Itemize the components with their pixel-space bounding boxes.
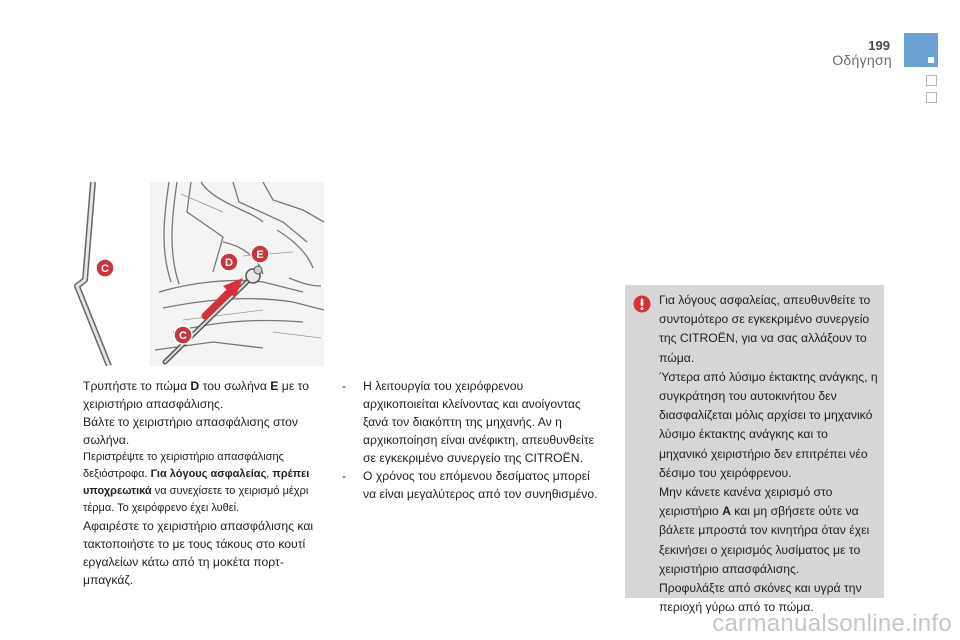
dash-marker: - — [342, 379, 347, 393]
section-tab-outline-1 — [926, 75, 937, 86]
illustration-drawing — [63, 182, 324, 366]
callout-e: E — [256, 249, 264, 261]
ref-d: D — [190, 379, 200, 393]
illustration-emergency-release — [63, 182, 324, 366]
left-column-instructions — [60, 377, 325, 589]
text: με το χειριστήριο απασφάλισης. — [83, 379, 310, 411]
text: Ο χρόνος του επόμενου δεσίματος μπορεί να είναι μεγαλύτερος από τον συνηθισμένο. — [363, 469, 598, 501]
note-initialisation — [340, 377, 602, 467]
page-number: 199 — [868, 38, 890, 53]
warning-text — [659, 291, 879, 617]
note-next-apply-time — [340, 467, 602, 503]
text: Μην κάνετε κανένα χειρισμό στο χειριστήριο — [659, 485, 833, 519]
warning-paragraph-replace-cap: Για λόγους ασφαλείας, απευθυνθείτε το συντομότερο σε εγκεκριμένο συνεργείο της CITROËN, για να σας αλλάξουν το πώμα. — [659, 293, 871, 365]
instruction-pierce-cap — [60, 377, 325, 413]
warning-paragraph-protect: Προφυλάξτε από σκόνες και υγρά την περιοχή γύρω από το πώμα. — [659, 581, 862, 615]
text: , — [266, 468, 273, 480]
text: να συνεχίσετε το χειρισμό μέχρι τέρμα. Το χειρόφρενο έχει λυθεί. — [83, 485, 309, 514]
text: και μη σβήσετε ούτε να βάλετε μπροστά τον κινητήρα όταν έχει ξεκινήσει ο χειρισμός λυσίματος με το χειριστήριο απασφάλισης. — [659, 504, 870, 576]
ref-a: A — [722, 504, 731, 519]
text: Αφαιρέστε το χειριστήριο απασφάλισης και τακτοποιήστε το με τους τάκους στο κουτί εργαλείων κάτω από τη μοκέτα πορτ-μπαγκάζ. — [83, 519, 314, 587]
section-tab-marker — [904, 33, 938, 67]
section-title: Οδήγηση — [832, 52, 892, 68]
callout-c-upper: C — [101, 263, 109, 275]
text: Η λειτουργία του χειρόφρενου αρχικοποιείται κλείνοντας και ανοίγοντας ξανά τον διακόπτη της μηχανής. Αν η αρχικοποίηση είναι ανέφικτη, απευθυνθείτε σε εγκεκριμένο συνεργείο της CITROËN. — [363, 379, 595, 465]
text: Βάλτε το χειριστήριο απασφάλισης στον σωλήνα. — [83, 415, 299, 447]
watermark: carmanualsonline.info — [712, 610, 952, 637]
emphasis: πρέπει υποχρεωτικά — [83, 468, 310, 497]
instruction-remove-tool — [60, 517, 325, 589]
text: Περιστρέψτε το χειριστήριο απασφάλισης δεξιόστροφα. — [83, 451, 284, 480]
text: του σωλήνα — [199, 379, 271, 393]
tab-square — [928, 57, 934, 63]
ref-e: E — [270, 379, 279, 393]
warning-paragraph-holding: Ύστερα από λύσιμο έκτακτης ανάγκης, η συγκράτηση του αυτοκινήτου δεν διασφαλίζεται μόλις αρχίσει το μηχανικό λύσιμο έκτακτης ανάγκης και το μηχανικό χειριστήριο δεν επιτρέπει νέο δέσιμο του χειρόφρενου. — [659, 369, 878, 480]
emphasis: Για λόγους ασφαλείας — [150, 468, 267, 480]
warning-paragraph-do-not-operate — [659, 483, 879, 579]
callout-c-lower: C — [179, 330, 187, 342]
instruction-insert-tool — [60, 413, 325, 449]
exclamation-warning-icon — [633, 295, 651, 313]
section-tab-outline-2 — [926, 92, 937, 103]
text: Τρυπήστε το πώμα — [83, 379, 191, 393]
middle-column-notes — [340, 377, 602, 503]
dash-marker: - — [342, 469, 347, 483]
warning-box — [625, 285, 884, 615]
instruction-rotate-tool — [60, 449, 325, 517]
callout-d: D — [225, 257, 233, 269]
